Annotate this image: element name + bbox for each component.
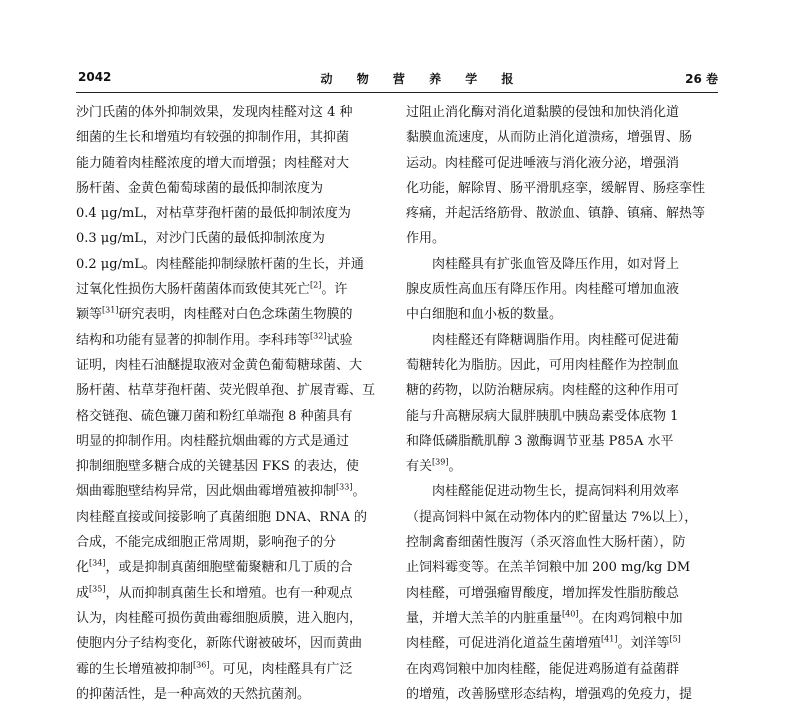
text-line: 格交链孢、硫色镰刀菌和粉红单端孢 8 种菌具有: [76, 408, 353, 424]
citation-marker: [36]: [193, 660, 210, 670]
text-line: 化功能，解除胃、肠平滑肌痉挛，缓解胃、肠痉挛性: [406, 180, 706, 196]
text-line: 的增殖，改善肠壁形态结构，增强鸡的免疫力，提: [406, 686, 693, 702]
text-line: 能力随着肉桂醛浓度的增大而增强；肉桂醛对大: [76, 155, 350, 171]
text-line: 过氧化性损伤大肠杆菌菌体而致使其死亡[2]。许: [76, 280, 348, 298]
text-line: 腺皮质性高血压有降压作用。肉桂醛可增加血液: [406, 282, 680, 298]
text-line: 运动。肉桂醛可促进唾液与消化液分泌，增强消: [406, 155, 680, 171]
text-line: 萄糖转化为脂肪。因此，可用肉桂醛作为控制血: [406, 357, 680, 373]
text-line: （提高饲料中氮在动物体内的贮留量达 7%以上），: [406, 509, 698, 525]
text-line: 有关[39]。: [406, 457, 462, 475]
text-line: 成[35]，从而抑制真菌生长和增殖。也有一种观点: [76, 584, 353, 601]
text-line: 肠杆菌、枯草芽孢杆菌、荧光假单孢、扩展青霉、互: [76, 383, 376, 399]
text-line: 结构和功能有显著的抑制作用。李科玮等[32]试验: [76, 331, 353, 348]
text-line: 抑制细胞壁多糖合成的关键基因 FKS 的表达，使: [76, 459, 359, 475]
text-line: 的抑菌活性，是一种高效的天然抗菌剂。: [76, 686, 311, 702]
journal-title: 动 物 营 养 学 报: [320, 72, 524, 86]
text-line: 明显的抑制作用。肉桂醛抗烟曲霉的方式是通过: [76, 433, 350, 449]
text-line: 沙门氏菌的体外抑制效果，发现肉桂醛对这 4 种: [76, 105, 353, 120]
text-line: 黏膜血流速度，从而防止消化道溃疡，增强胃、肠: [406, 130, 693, 146]
text-line: 糖的药物，以防治糖尿病。肉桂醛的这种作用可: [406, 383, 680, 399]
text-line: 化[34]，或是抑制真菌细胞壁葡聚糖和几丁质的合: [76, 559, 353, 576]
header-rule: [76, 92, 718, 93]
text-line: 能与升高糖尿病大鼠胖胰肌中胰岛素受体底物 1: [406, 408, 679, 424]
citation-marker: [34]: [89, 559, 106, 569]
text-line: 0.2 μg/mL。肉桂醛能抑制绿脓杆菌的生长，并通: [76, 256, 364, 272]
text-line: 肉桂醛能促进动物生长，提高饲料利用效率: [406, 484, 680, 500]
text-line: 肠杆菌、金黄色葡萄球菌的最低抑制浓度为: [76, 180, 324, 196]
text-line: 控制禽畜细菌性腹泻（杀灭溶血性大肠杆菌），防: [406, 535, 686, 551]
text-line: 霉的生长增殖被抑制[36]。可见，肉桂醛具有广泛: [76, 660, 353, 677]
citation-marker: [32]: [310, 331, 327, 341]
text-line: 止饲料霉变等。在羔羊饲粮中加 200 mg/kg DM: [406, 560, 691, 576]
text-line: 合成，不能完成细胞正常周期，影响孢子的分: [76, 535, 337, 551]
text-line: 0.3 μg/mL，对沙门氏菌的最低抑制浓度为: [76, 231, 325, 247]
citation-marker: [39]: [432, 457, 449, 467]
text-line: 中白细胞和血小板的数量。: [406, 307, 563, 323]
text-line: 疼痛，并起活络筋骨、散淤血、镇静、镇痛、解热等: [406, 206, 706, 222]
citation-marker: [41]: [601, 634, 618, 644]
text-line: 和降低磷脂酰肌醇 3 激酶调节亚基 P85A 水平: [406, 433, 674, 449]
text-line: 颖等[31]研究表明，肉桂醛对白色念珠菌生物膜的: [76, 306, 353, 323]
text-line: 作用。: [406, 231, 446, 247]
left-column: [76, 100, 382, 707]
text-line: 烟曲霉胞壁结构异常，因此烟曲霉增殖被抑制[33]。: [76, 483, 366, 500]
text-line: 肉桂醛还有降糖调脂作用。肉桂醛可促进葡: [406, 332, 680, 348]
text-line: 肉桂醛，可促进消化道益生菌增殖[41]。刘洋等[5]: [406, 634, 681, 652]
right-column: [406, 100, 715, 707]
citation-marker: [31]: [102, 306, 119, 316]
text-line: 细菌的生长和增殖均有较强的抑制作用，其抑菌: [76, 130, 350, 146]
text-line: 量，并增大羔羊的内脏重量[40]。在肉鸡饲粮中加: [406, 609, 683, 626]
text-line: 证明，肉桂石油醚提取液对金黄色葡萄糖球菌、大: [76, 357, 363, 373]
citation-marker: [5]: [669, 634, 681, 644]
text-line: 肉桂醛具有扩张血管及降压作用，如对肾上: [406, 256, 680, 272]
text-line: 认为，肉桂醛可损伤黄曲霉细胞质膜，进入胞内，: [76, 610, 363, 626]
text-line: 在肉鸡饲粮中加肉桂醛，能促进鸡肠道有益菌群: [406, 661, 680, 677]
citation-marker: [40]: [562, 609, 579, 619]
citation-marker: [2]: [310, 280, 322, 290]
text-line: 肉桂醛，可增强瘤胃酸度，增加挥发性脂肪酸总: [406, 585, 680, 601]
citation-marker: [35]: [89, 584, 106, 594]
volume-label: 26 卷: [685, 72, 718, 86]
running-header: [56, 70, 748, 90]
page-number: 2042: [78, 70, 112, 84]
citation-marker: [33]: [336, 483, 353, 493]
text-line: 过阻止消化酶对消化道黏膜的侵蚀和加快消化道: [406, 105, 680, 120]
text-line: 使胞内分子结构变化，新陈代谢被破坏，因而黄曲: [76, 636, 363, 652]
text-line: 0.4 μg/mL，对枯草芽孢杆菌的最低抑制浓度为: [76, 206, 351, 222]
text-line: 肉桂醛直接或间接影响了真菌细胞 DNA、RNA 的: [76, 509, 368, 525]
